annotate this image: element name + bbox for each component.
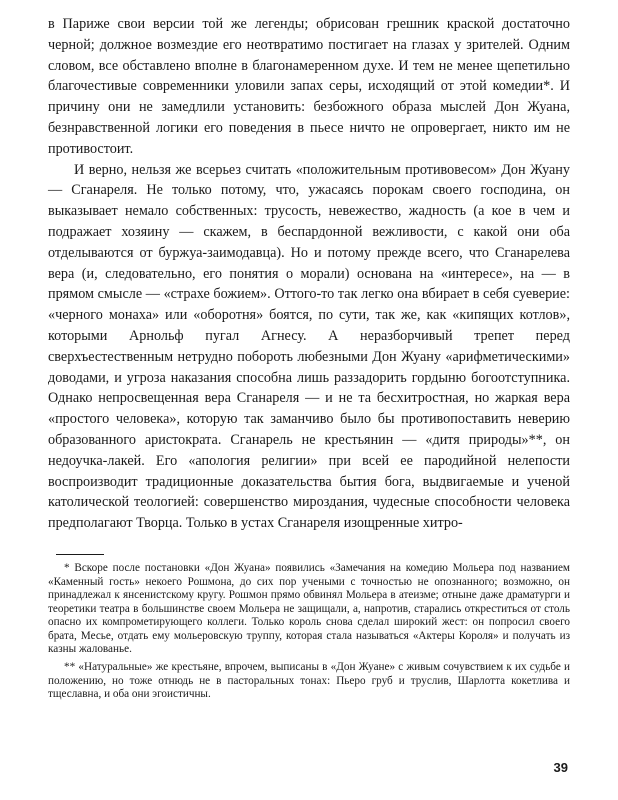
- book-page: [48, 14, 570, 702]
- page-number: 39: [553, 760, 568, 775]
- paragraph-1: в Париже свои версии той же легенды; обрисован грешник краской достаточно черной; должное возмездие его неотвратимо постигает на глазах у зрителей. Одним словом, все обставлено вполне в благонамеренном духе. И тем не менее щепетильно благочестивые современники уловили запах серы, исходящий от этой комедии*. И причину они не замедлили установить: безбожного образа мыслей Дон Жуана, безнравственной логики его поведения в пьесе ничто не опровергает, никто им не противостоит.: [48, 16, 570, 157]
- footnote-1: * Вскоре после постановки «Дон Жуана» появились «Замечания на комедию Мольера под названием «Каменный гость» некоего Рошмона, до сих пор учеными с точностью не опознанного; возможно, он принадлежал к янсенистскому кругу. Рошмон прямо обвинял Мольера в атеизме; отныне даже драматурги и теоретики театра в большинстве своем Мольера не защищали, а, напротив, старались откреститься от столь опасно их компрометирующего коллеги. Только король снова сделал широкий жест: он попросил своего брата, Месье, отдать ему мольеровскую труппу, которая стала называться «Актеры Короля» и получать из казны жалованье.: [48, 561, 570, 656]
- main-text: [48, 14, 570, 534]
- footnote-divider: [56, 554, 104, 555]
- paragraph-2: И верно, нельзя же всерьез считать «положительным противовесом» Дон Жуану — Сганареля. Не только потому, что, ужасаясь порокам своего господина, он выказывает немало собственных: трусость, невежество, жадность (а кое в чем и подражает хозяину — скажем, в беспардонной вежливости, с какой они оба отделываются от буржуа-заимодавца). Но и потому прежде всего, что Сганарелева вера (и, следовательно, его понятия о морали) основана на «интересе», на — в прямом смысле — «страхе божием». Оттого-то так легко она вбирает в себя суеверие: «черного монаха» или «оборотня» боятся, по сути, так же, как «кипящих котлов», которыми Арнольф пугал Агнесу. А неразборчивый трепет перед сверхъестественным нетрудно побороть любезными Дон Жуану «арифметическими» доводами, и угроза наказания способна лишь раззадорить гордыню богоотступника. Однако непросвещенная вера Сганареля — и не та бесхитростная, но жаркая вера «простого человека», которую так заманчиво было бы противопоставить неверию образованного аристократа. Сганарель не крестьянин — «дитя природы»**, он недоучка-лакей. Его «апология религии» при всей ее пародийной нелепости воспроизводит традиционные доказательства бытия бога, выдвигаемые и ученой католической теологией: совершенство мироздания, чудесные способности человека предполагают Творца. Только в устах Сганареля изощренные хитро-: [48, 161, 570, 532]
- footnote-2: ** «Натуральные» же крестьяне, впрочем, выписаны в «Дон Жуане» с живым сочувствием к их судьбе и положению, но тоже отнюдь не в пасторальных тонах: Пьеро груб и труслив, Шарлотта кокетлива и тщеславна, и оба они эгоистичны.: [48, 661, 570, 701]
- footnotes: [48, 562, 570, 702]
